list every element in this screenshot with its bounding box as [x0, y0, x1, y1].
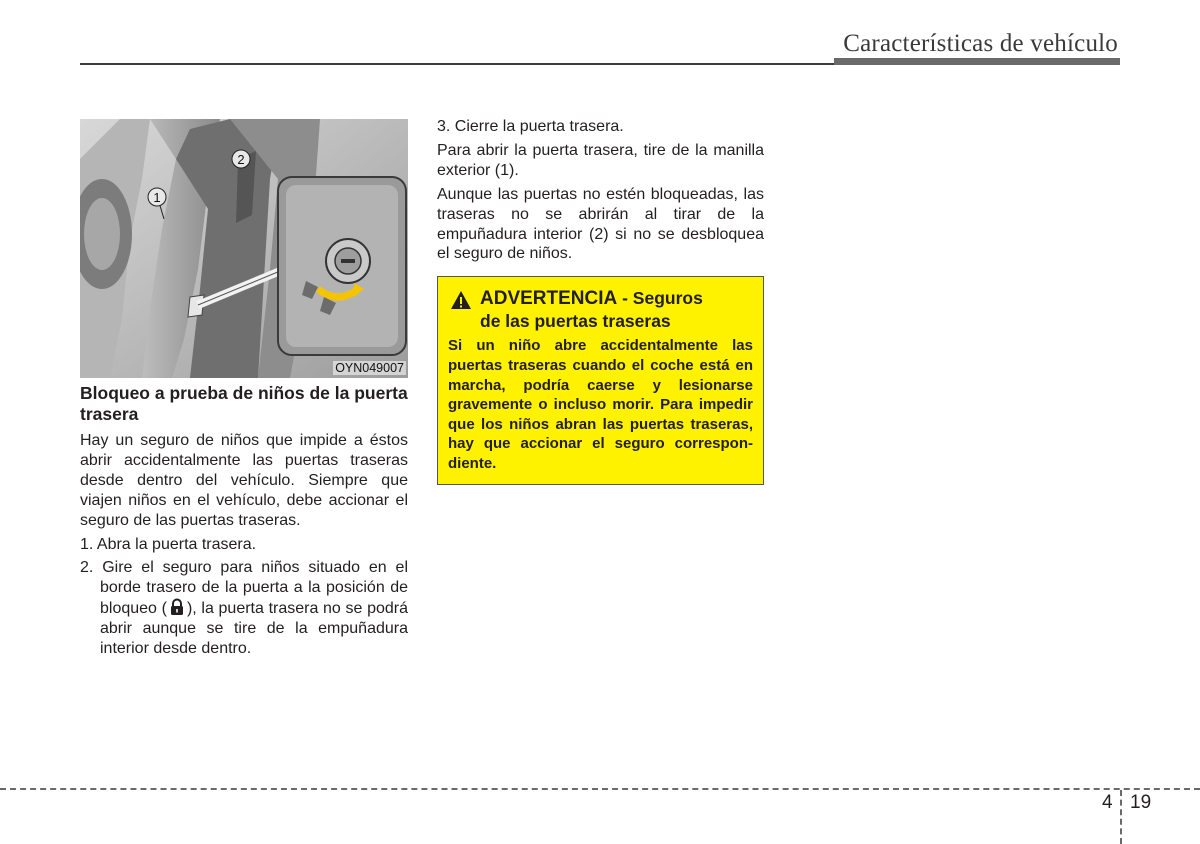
step-2 [80, 558, 408, 659]
door-illustration [80, 119, 408, 378]
callout-2: 2 [237, 152, 245, 167]
warning-title [480, 287, 703, 332]
step-1: 1. Abra la puerta trasera. [80, 535, 257, 553]
callout-1: 1 [153, 190, 161, 205]
rear-door-figure [80, 119, 408, 378]
header-rule-accent [834, 58, 1120, 65]
warning-body: Si un niño abre accidentalmente las puertas traseras cuando el coche está en marcha, podría caerse y lesionarse gravemente o incluso morir. Para impedir que los niños abran las puertas traseras, hay que accionar el seguro correspon-diente. [448, 337, 753, 472]
page-number: 19 [1130, 792, 1152, 813]
page-header-title: Características de vehículo [843, 30, 1118, 57]
section-heading: Bloqueo a prueba de niños de la puerta trasera [80, 383, 408, 424]
right-column [437, 117, 764, 485]
header-rule [80, 63, 834, 65]
step-2-text-a: 2. Gire el seguro para niños situado en el borde trasero de la puerta a la posición de bloqueo ( [80, 559, 408, 618]
warning-title-line2: de las puertas traseras [480, 311, 671, 332]
step-3: 3. Cierre la puerta trasera. [437, 118, 624, 135]
intro-paragraph: Hay un seguro de niños que impide a éstos abrir accidentalmente las puertas traseras desde dentro del vehículo. Siempre que viajen niños en el vehículo, debe accionar el seguro de las puertas traseras. [80, 432, 408, 529]
warning-title-rest: - Seguros [617, 288, 703, 309]
figure-code: OYN049007 [335, 361, 404, 375]
warning-box [437, 276, 764, 484]
warning-header [448, 287, 753, 332]
step-2-text-b: ), la puerta trasera no se podrá abrir aunque se tire de la empuñadura interior desde dentro. [100, 600, 408, 658]
footer-rule [0, 788, 1200, 790]
lock-icon [169, 598, 185, 616]
child-lock-paragraph: Aunque las puertas no estén bloqueadas, las traseras no se abrirán al tirar de la empuñadura interior (2) si no se desbloquea el seguro de niños. [437, 185, 764, 263]
warning-triangle-icon [450, 290, 472, 310]
footer-divider [1120, 790, 1122, 844]
warning-label: ADVERTENCIA [480, 288, 618, 310]
open-door-paragraph: Para abrir la puerta trasera, tire de la manilla exterior (1). [437, 141, 764, 179]
left-column [80, 383, 408, 663]
chapter-number: 4 [1102, 792, 1113, 813]
